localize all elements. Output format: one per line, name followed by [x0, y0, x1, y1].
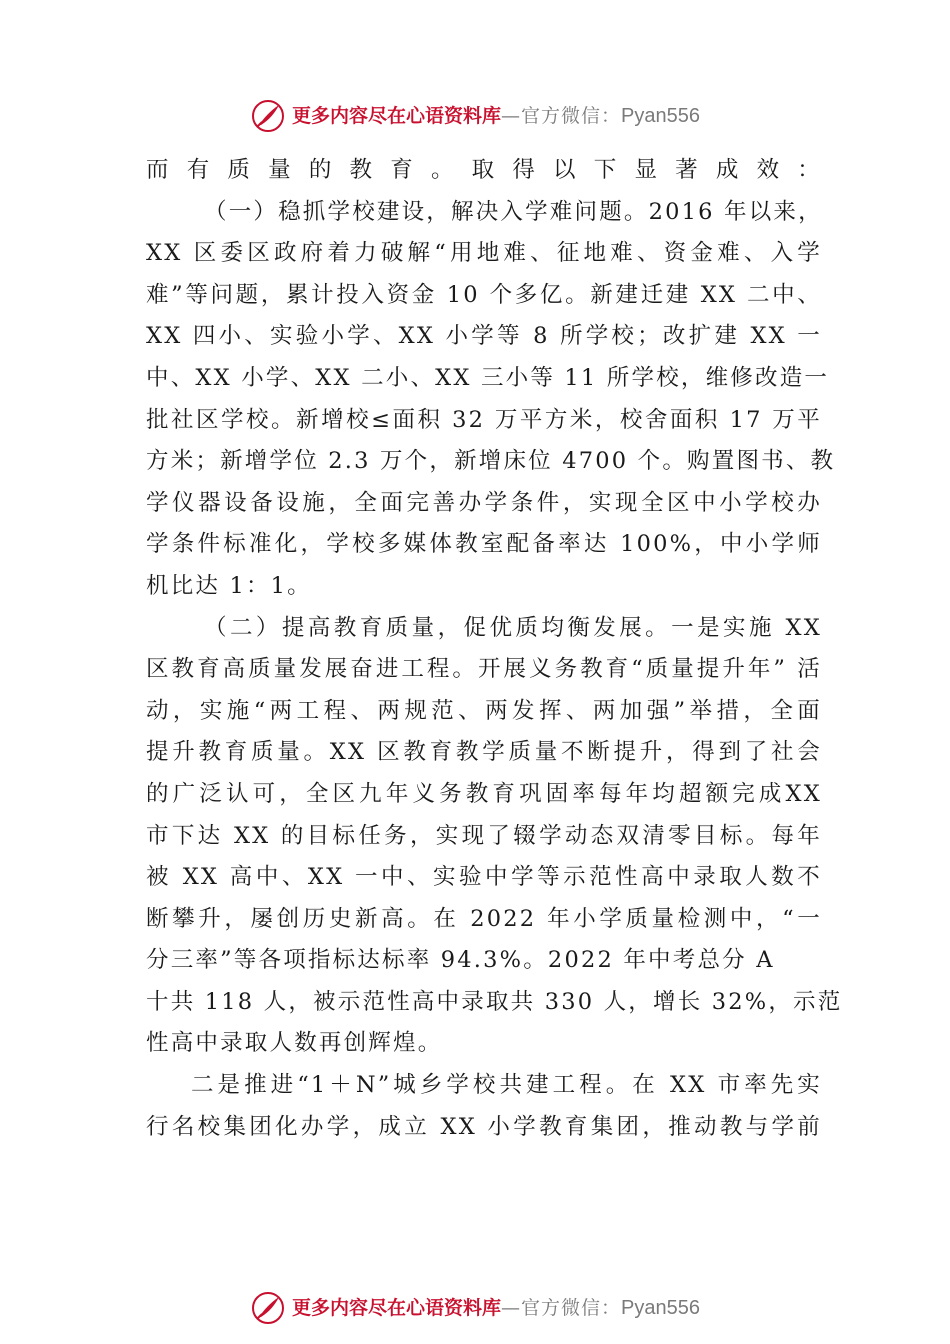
body-line: 市下达 XX 的目标任务，实现了辍学动态双清零目标。每年 [146, 822, 822, 849]
body-line: 而有质量的教育。取得以下显著成效： [146, 157, 822, 183]
body-line: 学条件标准化，学校多媒体教室配备率达 100%，中小学师 [146, 531, 822, 558]
body-line: （一）稳抓学校建设，解决入学难问题。2016 年以来， [204, 198, 823, 225]
body-line: 中、XX 小学、XX 二小、XX 三小等 11 所学校，维修改造一 [146, 364, 830, 391]
body-line: XX 四小、实验小学、XX 小学等 8 所学校；改扩建 XX 一 [146, 323, 822, 350]
banner-gray-text: —官方微信： [501, 105, 622, 127]
quill-logo-icon [250, 1290, 286, 1326]
banner-red-text: 更多内容尽在心语资料库 [292, 105, 502, 127]
quill-logo-icon [250, 98, 286, 134]
body-line: 动，实施“两工程、两规范、两发挥、两加强”举措，全面 [146, 697, 822, 724]
body-line: 十共 118 人，被示范性高中录取共 330 人，增长 32%，示范 [146, 988, 843, 1015]
banner-wechat-id: Pyan556 [621, 105, 700, 127]
body-line: 提升教育质量。XX 区教育教学质量不断提升，得到了社会 [146, 739, 822, 766]
banner-wechat-id: Pyan556 [621, 1297, 700, 1319]
body-line: 行名校集团化办学，成立 XX 小学教育集团，推动教与学前 [146, 1113, 822, 1140]
body-line: XX 区委区政府着力破解“用地难、征地难、资金难、入学 [146, 240, 822, 267]
body-line: 区教育高质量发展奋进工程。开展义务教育“质量提升年” 活 [146, 656, 822, 683]
document-body [146, 150, 843, 1148]
body-line: 难”等问题，累计投入资金 10 个多亿。新建迁建 XX 二中、 [146, 281, 822, 308]
body-line: 方米；新增学位 2.3 万个，新增床位 4700 个。购置图书、教 [146, 448, 836, 475]
body-line: 断攀升，屡创历史新高。在 2022 年小学质量检测中，“一 [146, 905, 822, 932]
body-line: 批社区学校。新增校≤面积 32 万平方米，校舍面积 17 万平 [146, 406, 822, 433]
body-line: （二）提高教育质量，促优质均衡发展。一是实施 XX [204, 614, 822, 641]
header-banner [0, 94, 950, 138]
body-line: 机比达 1：1。 [146, 572, 312, 599]
banner-gray-text: —官方微信： [501, 1297, 622, 1319]
body-line: 被 XX 高中、XX 一中、实验中学等示范性高中录取人数不 [146, 864, 822, 891]
footer-banner [0, 1286, 950, 1330]
body-line: 性高中录取人数再创辉煌。 [146, 1030, 443, 1057]
body-line: 二是推进“1＋N”城乡学校共建工程。在 XX 市率先实 [191, 1072, 822, 1099]
banner-red-text: 更多内容尽在心语资料库 [292, 1297, 502, 1319]
body-line: 的广泛认可，全区九年义务教育巩固率每年均超额完成XX [146, 780, 822, 807]
body-line: 分三率”等各项指标达标率 94.3%。2022 年中考总分 A [146, 947, 775, 974]
body-line: 学仪器设备设施，全面完善办学条件，实现全区中小学校办 [146, 489, 822, 516]
